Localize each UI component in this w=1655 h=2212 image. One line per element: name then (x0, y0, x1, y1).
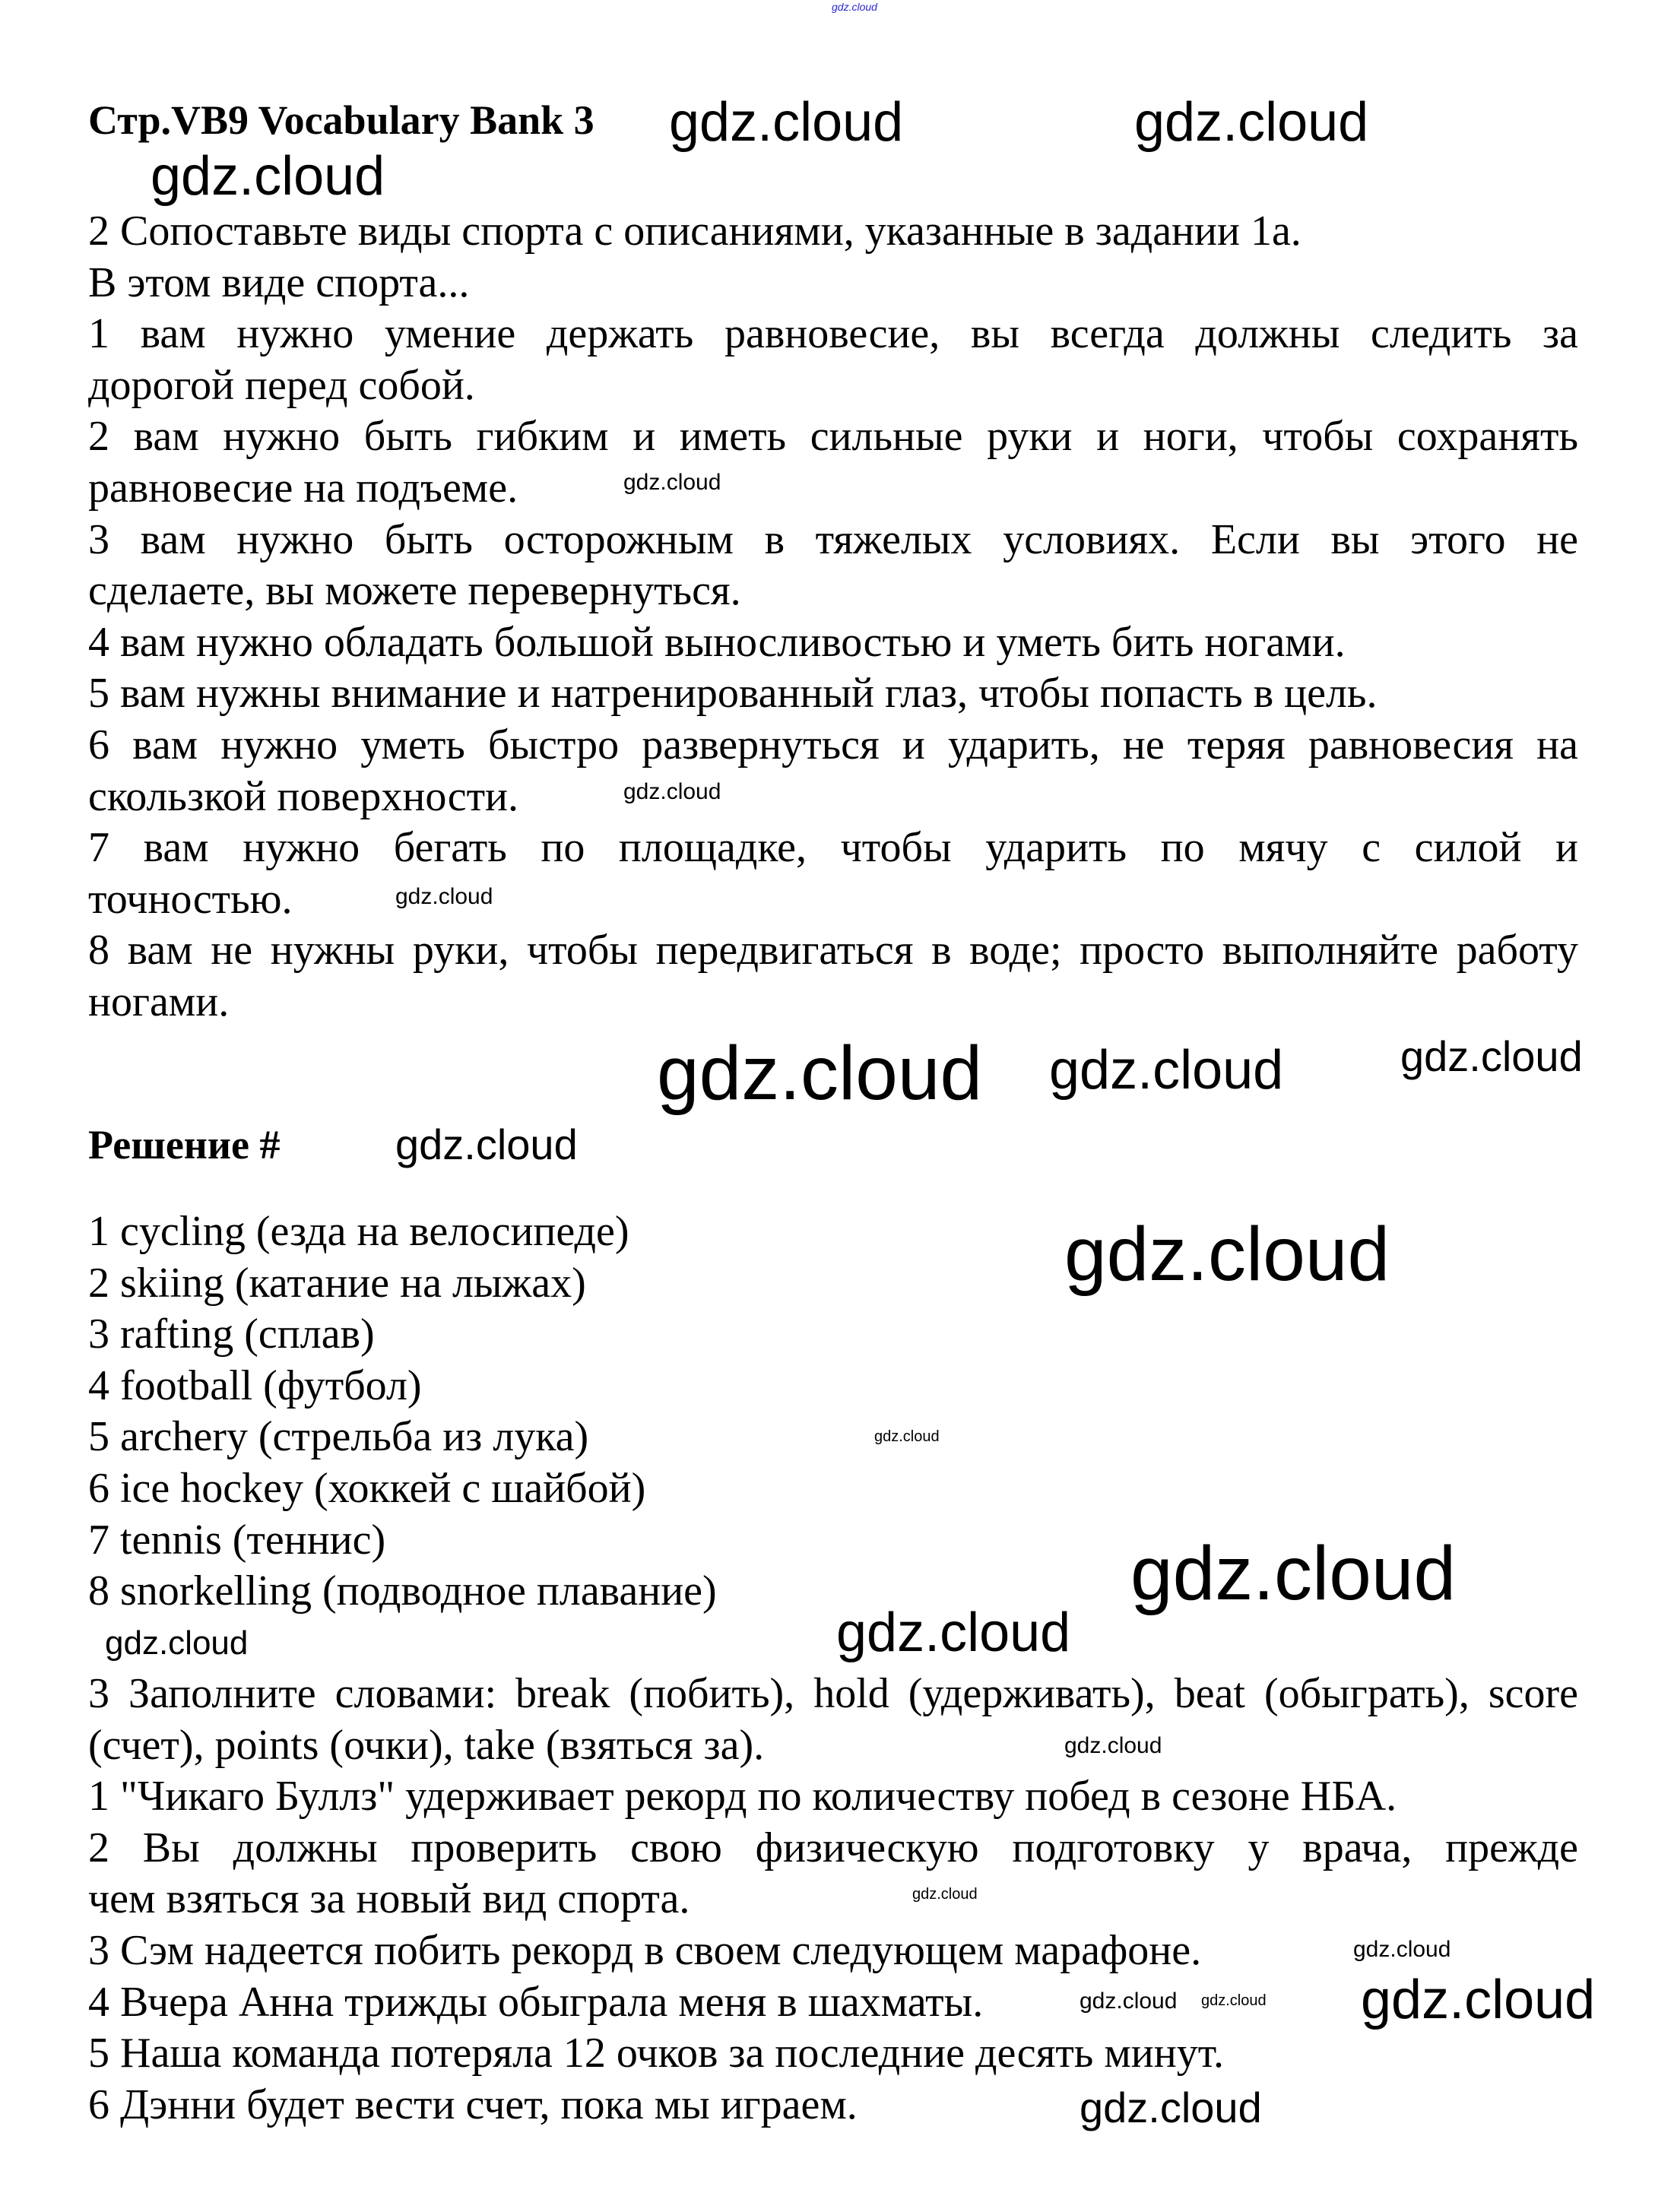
watermark: gdz.cloud (105, 1624, 249, 1662)
watermark: gdz.cloud (1361, 1970, 1596, 2030)
watermark: gdz.cloud (1080, 2084, 1262, 2131)
watermark: gdz.cloud (657, 1031, 983, 1116)
task-2-text (88, 206, 1578, 1028)
task-3-instruction: 3 Заполните словами: break (побить), hold (удерживать), beat (обыграть), score (88, 1670, 1578, 1717)
task-2-item: 6 вам нужно уметь быстро развернуться и ударить, не теряя равновесия на (88, 721, 1578, 768)
task-2-item: 1 вам нужно умение держать равновесие, вы всегда должны следить за (88, 310, 1578, 358)
watermark: gdz.cloud (151, 146, 385, 207)
task-2-item: скользкой поверхности. (88, 772, 519, 820)
task-2-item: дорогой перед собой. (88, 361, 475, 409)
watermark: gdz.cloud (1080, 1989, 1178, 2014)
watermark: gdz.cloud (1353, 1937, 1451, 1962)
watermark: gdz.cloud (1064, 1733, 1162, 1758)
answer-item: 1 cycling (езда на велосипеде) (88, 1208, 629, 1255)
task-3-item: 1 "Чикаго Буллз" удерживает рекорд по количеству побед в сезоне НБА. (88, 1773, 1397, 1821)
watermark: gdz.cloud (623, 470, 721, 495)
task-2-intro: В этом виде спорта... (88, 258, 470, 306)
answer-item: 7 tennis (теннис) (88, 1516, 386, 1564)
watermark: gdz.cloud (832, 1, 877, 13)
solution-heading: Решение # (88, 1122, 281, 1168)
task-2-item: 4 вам нужно обладать большой выносливостью и уметь бить ногами. (88, 618, 1346, 666)
task-2-item: точностью. (88, 875, 293, 923)
watermark: gdz.cloud (836, 1602, 1071, 1663)
watermark: gdz.cloud (395, 1120, 578, 1168)
answer-item: 8 snorkelling (подводное плавание) (88, 1567, 717, 1615)
task-3-text (88, 1669, 1578, 2131)
answer-item: 5 archery (стрельба из лука) (88, 1413, 589, 1461)
task-3-item: 2 Вы должны проверить свою физическую подготовку у врача, прежде (88, 1824, 1578, 1871)
watermark: gdz.cloud (1134, 92, 1369, 153)
task-2-instruction: 2 Сопоставьте виды спорта с описаниями, указанные в задании 1а. (88, 208, 1301, 255)
task-2-item: 7 вам нужно бегать по площадке, чтобы ударить по мячу с силой и (88, 824, 1578, 872)
task-2-item: 8 вам не нужны руки, чтобы передвигаться в воде; просто выполняйте работу (88, 927, 1578, 974)
watermark: gdz.cloud (1049, 1040, 1284, 1101)
page-title: Стр.VB9 Vocabulary Bank 3 (88, 97, 594, 143)
task-2-item: 5 вам нужны внимание и натренированный глаз, чтобы попасть в цель. (88, 670, 1378, 718)
watermark: gdz.cloud (395, 884, 493, 909)
watermark: gdz.cloud (1400, 1032, 1583, 1080)
task-2-item: сделаете, вы можете перевернуться. (88, 567, 741, 615)
watermark: gdz.cloud (874, 1428, 940, 1445)
watermark: gdz.cloud (1064, 1212, 1390, 1297)
task-2-item: равновесие на подъеме. (88, 464, 518, 512)
answer-item: 6 ice hockey (хоккей с шайбой) (88, 1464, 646, 1512)
task-3-instruction: (счет), points (очки), take (взяться за). (88, 1721, 765, 1769)
answer-item: 4 football (футбол) (88, 1361, 422, 1409)
task-3-item: 3 Сэм надеется побить рекорд в своем следующем марафоне. (88, 1926, 1202, 1974)
task-3-item: чем взяться за новый вид спорта. (88, 1875, 690, 1923)
task-2-item: ногами. (88, 978, 230, 1025)
answer-item: 3 rafting (сплав) (88, 1310, 375, 1358)
watermark: gdz.cloud (669, 92, 904, 153)
watermark: gdz.cloud (912, 1886, 978, 1903)
watermark: gdz.cloud (1201, 1992, 1267, 2009)
task-2-item: 3 вам нужно быть осторожным в тяжелых условиях. Если вы этого не (88, 515, 1578, 563)
task-2-item: 2 вам нужно быть гибким и иметь сильные руки и ноги, чтобы сохранять (88, 413, 1578, 461)
answer-item: 2 skiing (катание на лыжах) (88, 1259, 586, 1307)
watermark: gdz.cloud (1130, 1531, 1457, 1616)
watermark: gdz.cloud (623, 779, 721, 804)
task-3-item: 4 Вчера Анна трижды обыграла меня в шахматы. (88, 1978, 984, 2026)
task-3-item: 6 Дэнни будет вести счет, пока мы играем. (88, 2080, 858, 2128)
task-3-item: 5 Наша команда потеряла 12 очков за последние десять минут. (88, 2030, 1224, 2077)
